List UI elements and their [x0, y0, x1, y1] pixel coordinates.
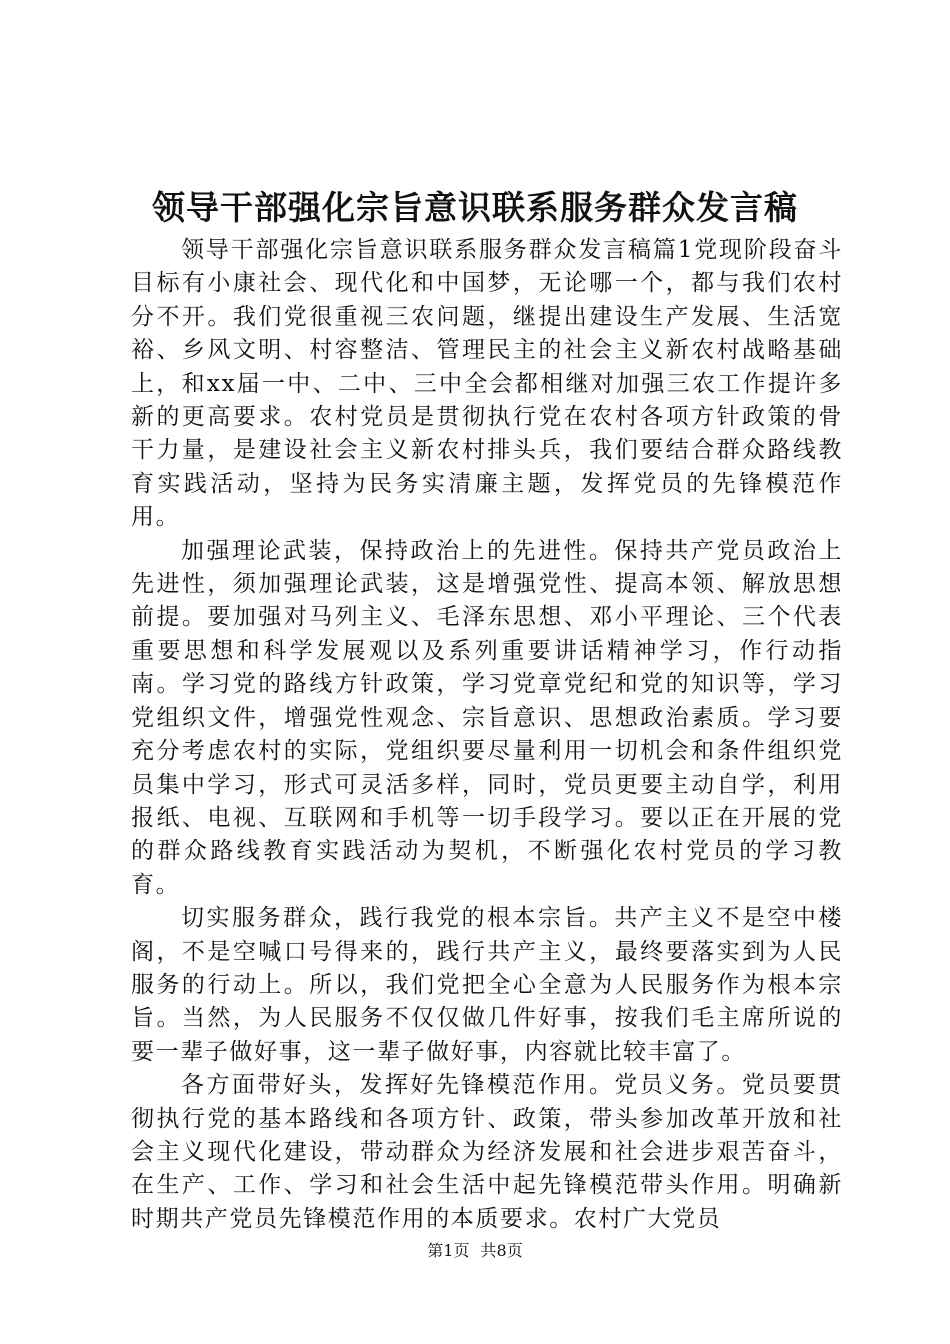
document-title: 领导干部强化宗旨意识联系服务群众发言稿 [152, 188, 798, 227]
page-footer [0, 1240, 950, 1262]
paragraph-3: 切实服务群众，践行我党的根本宗旨。共产主义不是空中楼阁，不是空喊口号得来的，践行共产主义，最终要落实到为人民服务的行动上。所以，我们党把全心全意为人民服务作为根本宗旨。当然，为人民服务不仅仅做几件好事，按我们毛主席所说的要一辈子做好事，这一辈子做好事，内容就比较丰富了。 [131, 905, 843, 1065]
page-number-current: 第1页 [427, 1241, 470, 1260]
paragraph-2: 加强理论武装，保持政治上的先进性。保持共产党员政治上先进性，须加强理论武装，这是增强党性、提高本领、解放思想前提。要加强对马列主义、毛泽东思想、邓小平理论、三个代表重要思想和科学发展观以及系列重要讲话精神学习，作行动指南。学习党的路线方针政策，学习党章党纪和党的知识等，学习党组织文件，增强党性观念、宗旨意识、思想政治素质。学习要充分考虑农村的实际，党组织要尽量利用一切机会和条件组织党员集中学习，形式可灵活多样，同时，党员更要主动自学，利用报纸、电视、互联网和手机等一切手段学习。要以正在开展的党的群众路线教育实践活动为契机，不断强化农村党员的学习教育。 [131, 537, 843, 898]
paragraph-1: 领导干部强化宗旨意识联系服务群众发言稿篇1党现阶段奋斗目标有小康社会、现代化和中国梦，无论哪一个，都与我们农村分不开。我们党很重视三农问题，继提出建设生产发展、生活宽裕、乡风文明、村容整洁、管理民主的社会主义新农村战略基础上，和xx届一中、二中、三中全会都相继对加强三农工作提许多新的更高要求。农村党员是贯彻执行党在农村各项方针政策的骨干力量，是建设社会主义新农村排头兵，我们要结合群众路线教育实践活动，坚持为民务实清廉主题，发挥党员的先锋模范作用。 [131, 237, 843, 531]
page-number-total: 共8页 [480, 1241, 523, 1260]
paragraph-4: 各方面带好头，发挥好先锋模范作用。党员义务。党员要贯彻执行党的基本路线和各项方针、政策，带头参加改革开放和社会主义现代化建设，带动群众为经济发展和社会进步艰苦奋斗，在生产、工作、学习和社会生活中起先锋模范带头作用。明确新时期共产党员先锋模范作用的本质要求。农村广大党员 [131, 1072, 843, 1232]
document-body [131, 234, 843, 1236]
